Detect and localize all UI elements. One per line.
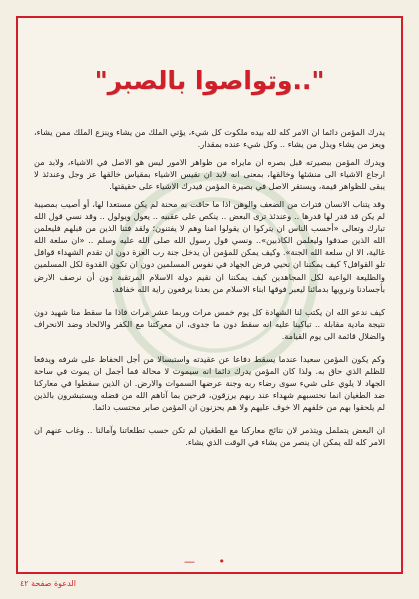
header xyxy=(0,66,419,95)
page-footer: الدعوة صفحة ٤٢ xyxy=(20,579,76,588)
paragraph-3: وقد يتناب الانسان فترات من الضعف والوهن اذا ما حاقت به محنة لم يكن مستعدا لها، أو أصيب بمصيبة لم يكن قد قدر لها قدرها .. وعندئذ ترى البعض .. ينكص على عقبيه .. يعول ويولول .. وقد نسي قول الله تبارك وتعالى «أحسب الناس ان يتركوا ان يقولوا امنا وهم لا يفتنون؛ ولقد فتنا الذين من قبلهم فليعلمن الله الذين صدقوا وليعلمن الكاذبين».. ونسي قول رسول الله صلى الله عليه وسلم .. «ان سلعة الله غالية، الا ان سلعة الله الجنة». وكيف يمكن للمؤمن أن يدخل جنة رب العزة دون ان تقدم الشهداء قوافل تلو القوافل؟ كيف يمكننا ان نحيي فرض الجهاد في نفوس المسلمين دون ان تكون القدوة لكل المسلمين والطليعة الواعية لكل المجاهدين كيف يمكننا ان نقيم دولة الاسلام المرتقبة دون أن نرصف الارض بأجسادنا ونرويها بدمائنا ليعبر فوقها ابناء الاسلام من بعدنا يرفعون راية الله خفاقة. xyxy=(34,199,385,294)
paragraph-5: وكم يكون المؤمن سعيدا عندما يسقط دفاعا عن عقيدته واستبسالا من أجل الحفاظ على شرفه ويدفعا للظلم الذي حاق به. ولذا كان المؤمن يدرك دائما انه سيموت لا محالة فما أجمل ان يموت في ساحة الجهاد لا يلوي على شيء سوى رضاء ربه وجنة عرضها السموات والارض. ان الذين سقطوا في معاركنا ضد الطغيان انما نحتسبهم شهداء عند ربهم يرزقون، فرحين بما آتاهم الله من فضله ويستبشرون بالذين لم يلحقوا بهم من خلفهم الا خوف عليهم ولا هم يحزنون ان المؤمن صابر محتسب دائما. xyxy=(34,353,385,412)
paragraph-2: ويدرك المؤمن ببصيرته قبل بصره ان مايراه من ظواهر الامور ليس هو الاصل في الاشياء، ولابد من ارجاع الاشياء الى منشئها وخالقها، بمعنى انه لابد ان نقيس الاشياء بمقياس خالقها عز وجل وعندئذ لا يبقى للظواهر قيمة، ويستقر الاصل في بصيرة المؤمن فيدرك الاشياء على حقيقتها. xyxy=(34,157,385,192)
paragraph-4: كيف ندعو الله ان يكتب لنا الشهادة كل يوم خمس مرات وربما عشر مرات فاذا ما سقط منا شهيد دون نتيجة مادية مقابلة .. تباكينا عليه انه سقط دون ما جدوى، ان معركتنا مع الكفر والالحاد وضد الانحراف والضلال قائمة الى يوم القيامة. xyxy=(34,306,385,341)
bottom-ornament: • — xyxy=(184,555,235,568)
page-title: "..وتواصوا بالصبر" xyxy=(94,66,325,95)
paragraph-1: يدرك المؤمن دائما ان الامر كله لله بيده ملكوت كل شيء، يؤتي الملك من يشاء وينزع الملك ممن يشاء، ويعز من يشاء ويذل من يشاء .. وكل شيء عنده بمقدار. xyxy=(34,127,385,150)
article-body xyxy=(34,126,385,533)
paragraph-6: ان البعض يتململ ويتذمر لان نتائج معاركنا مع الطغيان لم تكن حسب تطلعاتنا وآمالنا .. وغاب عنهم ان الامر كله لله يمكن ان ينصر من يشاء في الوقت الذي يشاء. xyxy=(34,424,385,448)
